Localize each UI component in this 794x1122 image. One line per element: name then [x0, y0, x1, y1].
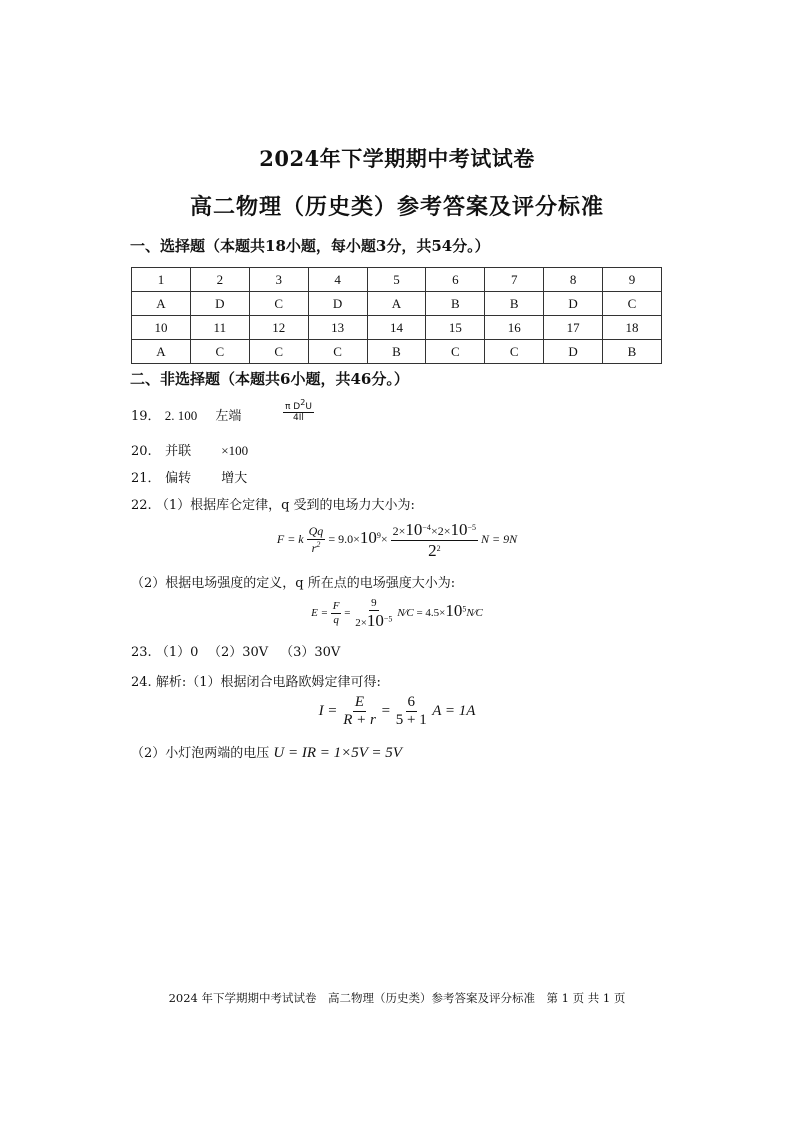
- page-footer: 2024 年下学期期中考试试卷 高二物理（历史类）参考答案及评分标准 第 1 页 共 1 页: [168, 991, 626, 1005]
- fraction-9-over: $\frac{9}{2\times 10^{-5}}$: [355, 597, 393, 630]
- table-cell: C: [249, 340, 308, 364]
- table-row: [132, 292, 662, 316]
- table-cell: C: [485, 340, 544, 364]
- q22-number: 22.: [131, 498, 152, 513]
- section2-heading: 二、非选择题（本题共6小题，共46分。）: [130, 370, 409, 388]
- table-cell: C: [426, 340, 485, 364]
- q22-formula-1: F = k $\frac{Qq}{r^2}$ = $9.0\times 10^9\times$ $\frac{2\times 10^{-4}\times 2\times 10^{-5}}{2^2}$ N = 9N: [276, 520, 518, 560]
- table-cell: B: [603, 340, 662, 364]
- q20-line: [131, 440, 248, 459]
- q20-number: 20.: [131, 444, 152, 459]
- q23-part3: （3）30V: [280, 645, 341, 660]
- q21-line: [131, 467, 247, 486]
- q24-part1-text: 解析:（1）根据闭合电路欧姆定律可得:: [155, 675, 381, 690]
- fraction-numeric: $\frac{2\times 10^{-4}\times 2\times 10^{-5}}{2^2}$: [392, 520, 476, 560]
- q21-answer-2: 增大: [221, 471, 248, 486]
- q21-answer-1: 偏转: [165, 471, 192, 486]
- table-row: [132, 316, 662, 340]
- table-cell: 12: [249, 316, 308, 340]
- q24-part2-formula: U = IR = 1×5V = 5V: [273, 745, 402, 761]
- table-cell: 10: [132, 316, 191, 340]
- q24-number: 24.: [131, 675, 152, 690]
- q24-part2-line: [131, 742, 402, 762]
- table-cell: C: [308, 340, 367, 364]
- formula-term: = 9.0×: [328, 531, 360, 546]
- table-cell: 17: [544, 316, 603, 340]
- table-cell: D: [544, 292, 603, 316]
- q19-fraction-numerator: π $D^2U$: [285, 398, 312, 412]
- table-cell: 5: [367, 268, 426, 292]
- formula-result: N = 9N: [481, 531, 518, 546]
- section1-heading: 一、选择题（本题共18小题，每小题3分，共54分。）: [130, 237, 490, 255]
- table-cell: 3: [249, 268, 308, 292]
- q19-value: 2. 100: [164, 408, 198, 423]
- table-cell: 8: [544, 268, 603, 292]
- table-cell: 9: [603, 268, 662, 292]
- table-cell: 11: [190, 316, 249, 340]
- q19-fraction: [283, 398, 314, 424]
- table-cell: B: [426, 292, 485, 316]
- q23-part1: （1）0: [155, 645, 199, 660]
- q22-formula-2: E = $\frac{F}{q}$ = $\frac{9}{2\times 10^{-5}}$ N⁄C = $4.5\times 10^5N⁄C$: [311, 597, 483, 630]
- table-cell: 1: [132, 268, 191, 292]
- table-cell: 7: [485, 268, 544, 292]
- table-cell: 18: [603, 316, 662, 340]
- answer-table: [131, 267, 662, 364]
- table-cell: 14: [367, 316, 426, 340]
- q22-part1-text: （1）根据库仑定律，q 受到的电场力大小为:: [155, 498, 415, 513]
- page-title: 2024年下学期期中考试试卷: [259, 146, 535, 171]
- table-cell: B: [485, 292, 544, 316]
- q20-answer-1: 并联: [165, 444, 192, 459]
- fraction-qq-r2: $\frac{Qq}{r^2}$: [308, 523, 324, 555]
- fraction-6-over-6: $\frac{6}{5 + 1}$: [395, 694, 427, 729]
- q23-number: 23.: [131, 645, 152, 660]
- table-row: [132, 340, 662, 364]
- q24-line: [131, 671, 381, 690]
- table-cell: C: [190, 340, 249, 364]
- unit-n-per-c: N⁄C: [397, 607, 414, 620]
- q24-formula-1: I = $\frac{E}{R + r}$ = $\frac{6}{5 + 1}$ A = 1A: [318, 694, 476, 729]
- table-cell: A: [132, 340, 191, 364]
- table-cell: 15: [426, 316, 485, 340]
- q23-line: [131, 641, 340, 660]
- fraction-f-q: $\frac{F}{q}$: [332, 600, 340, 627]
- q24-part2-text: （2）小灯泡两端的电压: [131, 746, 270, 761]
- table-cell: D: [190, 292, 249, 316]
- table-cell: 16: [485, 316, 544, 340]
- q19-fraction-denominator: 4Il: [293, 413, 304, 424]
- fraction-e-over-r: $\frac{E}{R + r}$: [343, 694, 376, 729]
- table-cell: 2: [190, 268, 249, 292]
- table-cell: C: [603, 292, 662, 316]
- page-subtitle: 高二物理（历史类）参考答案及评分标准: [189, 194, 604, 220]
- q22-part2-line: [131, 572, 455, 591]
- unit-n-per-c: N⁄C: [466, 607, 483, 620]
- table-cell: C: [249, 292, 308, 316]
- q19-answer: 左端: [215, 409, 242, 424]
- table-cell: 6: [426, 268, 485, 292]
- q19-number: 19．: [131, 409, 161, 424]
- table-cell: A: [132, 292, 191, 316]
- table-cell: D: [308, 292, 367, 316]
- table-cell: D: [544, 340, 603, 364]
- q21-number: 21．: [131, 471, 161, 486]
- q22-line: [131, 494, 415, 513]
- table-cell: A: [367, 292, 426, 316]
- table-cell: 4: [308, 268, 367, 292]
- q22-part2-text: （2）根据电场强度的定义，q 所在点的电场强度大小为:: [131, 576, 456, 591]
- table-cell: 13: [308, 316, 367, 340]
- formula-result: A = 1A: [432, 703, 476, 720]
- formula-term: F = k: [276, 531, 304, 546]
- table-row: [132, 268, 662, 292]
- q19-line: [131, 405, 241, 424]
- q23-part2: （2）30V: [207, 645, 269, 660]
- q20-answer-2: ×100: [221, 443, 249, 458]
- table-cell: B: [367, 340, 426, 364]
